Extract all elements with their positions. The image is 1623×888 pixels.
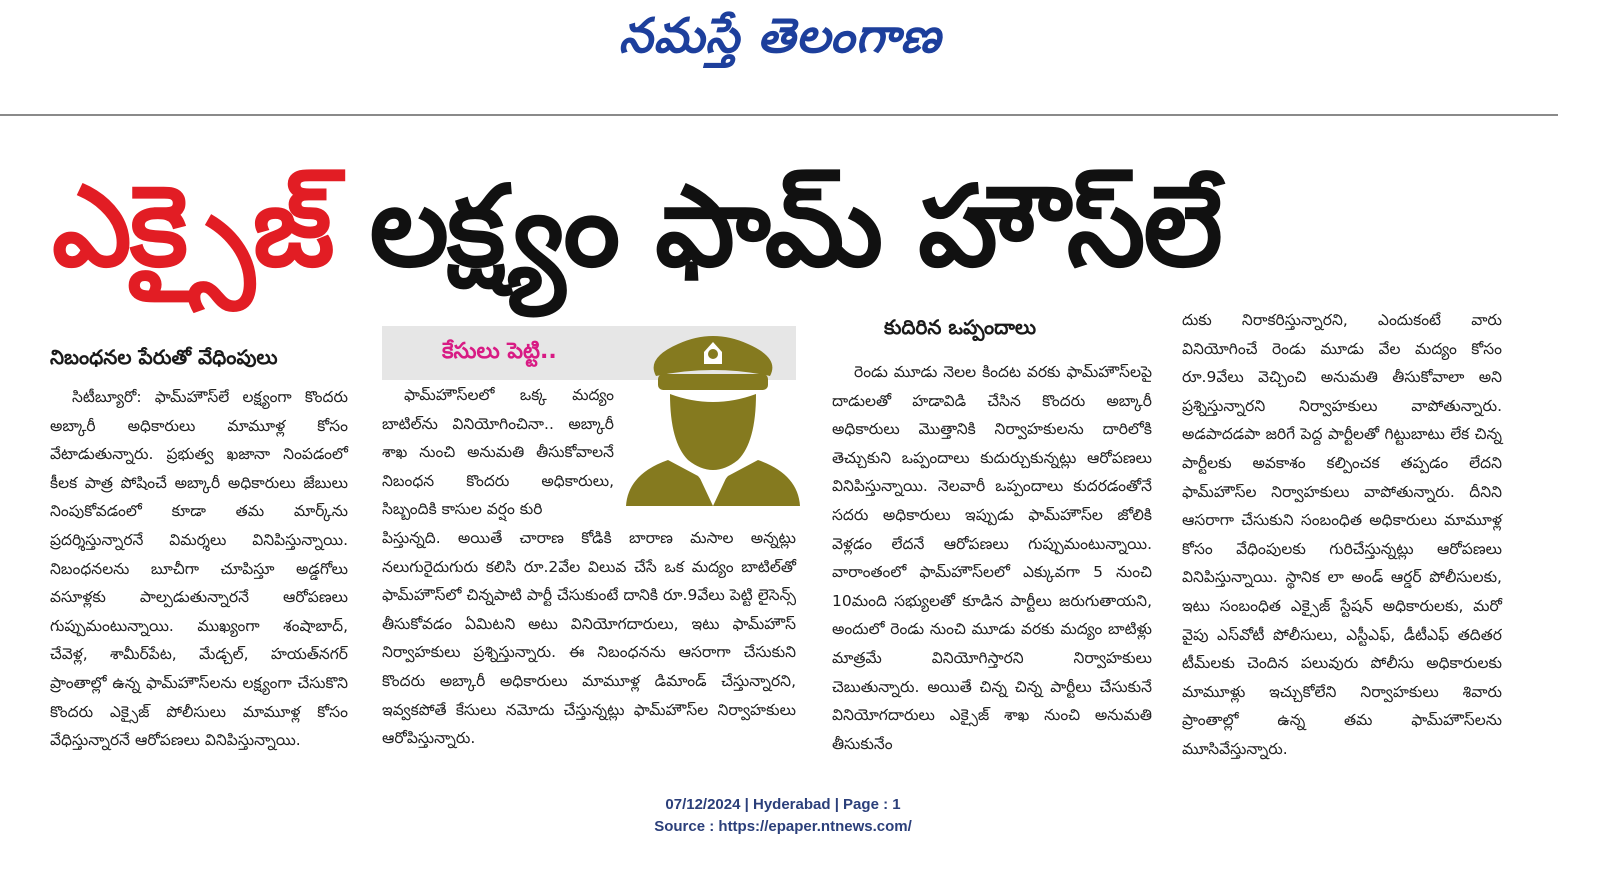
column-2-body-intro: ఫామ్‌హౌస్‌లలో ఒక్క మద్యం బాటిల్‌ను వినియోగించినా.. అబ్కారీ శాఖ నుంచి అనుమతి తీసుకోవాలనే నిబంధన కొందరు అధికారులు, సిబ్బందికి కాసుల వర్షం కురి [382,386,614,519]
headline-red: ఎక్సైజ్ [52,162,333,292]
headline [52,142,1562,312]
footer-dateline: 07/12/2024 | Hyderabad | Page : 1 [665,796,901,813]
article-column-1 [50,335,348,755]
column-2-body: పిస్తున్నది. అయితే చారాణ కోడికి బారాణ మసాల అన్నట్లు నలుగురైదుగురు కలిసి రూ.2వేల విలువ చేసే ఒక మద్యం బాటిల్‌తో ఫామ్‌హౌస్‌లో చిన్నపాటి పార్టీ చేసుకుంటే దానికి రూ.9వేలు పెట్టి లైసెన్స్ తీసుకోవడం ఏమిటని అటు వినియోగదారులు, ఇటు ఫామ్‌హౌస్ నిర్వాహకులు ప్రశ్నిస్తున్నారు. ఈ నిబంధనను ఆసరాగా చేసుకుని కొందరు అబ్కారీ అధికారులు మామూళ్ల డిమాండ్ చేస్తున్నారని, ఇవ్వకపోతే కేసులు నమోదు చేస్తున్నట్లు ఫామ్‌హౌస్‌ల నిర్వాహకులు ఆరోపిస్తున్నారు. [382,528,796,748]
column-1-body: సిటీబ్యూరో: ఫామ్‌హౌస్‌లే లక్ష్యంగా కొందరు అబ్కారీ అధికారులు మామూళ్ల కోసం వేటాడుతున్నారు. ప్రభుత్వ ఖజానా నింపడంలో కీలక పాత్ర పోషించే అబ్కారీ అధికారులు జేబులు నింపుకోవడంలో కూడా తమ మార్క్‌ను ప్రదర్శిస్తున్నారనే విమర్శలు వినిపిస్తున్నాయి. నిబంధనలను బూచీగా చూపిస్తూ అడ్డగోలు వసూళ్లకు పాల్పడుతున్నారనే ఆరోపణలు గుప్పుమంటున్నాయి. ముఖ్యంగా శంషాబాద్, చేవెళ్ల, శామీర్‌పేట, మేడ్చల్, హయత్‌నగర్ ప్రాంతాల్లో ఉన్న ఫామ్‌హౌస్‌లను లక్ష్యంగా చేసుకొని కొందరు ఎక్సైజ్ పోలీసులు మామూళ్ల కోసం వేధిస్తున్నారనే ఆరోపణలు వినిపిస్తున్నాయి. [50,388,348,750]
column-3-body: రెండు మూడు నెలల కిందట వరకు ఫామ్‌హౌస్‌లపై దాడులతో హడావిడి చేసిన కొందరు అబ్కారీ అధికారులు మొత్తానికి నిర్వాహకులను దారిలోకి తెచ్చుకుని ఒప్పందాలు కుదుర్చుకున్నట్లు ఆరోపణలు వినిపిస్తున్నాయి. నెలవారీ ఒప్పందాలు కుదరడంతోనే సదరు అధికారులు ఇప్పుడు ఫామ్‌హౌస్‌ల జోలికి వెళ్లడం లేదనే ఆరోపణలు గుప్పుమంటున్నాయి. వారాంతంలో ఫామ్‌హౌస్‌లలో ఎక్కువగా 5 నుంచి 10మంది సభ్యులతో కూడిన పార్టీలు జరుగుతాయని, అందులో రెండు నుంచి మూడు వరకు మద్యం బాటిళ్లు మాత్రమే వినియోగిస్తారని నిర్వాహకులు చెబుతున్నారు. అయితే చిన్న చిన్న పార్టీలు చేసుకునే వినియోగదారులు ఎక్సైజ్ శాఖ నుంచి అనుమతి తీసుకునేం [832,363,1152,753]
masthead-divider [0,114,1558,116]
footer-source: Source : https://epaper.ntnews.com/ [654,818,912,835]
headline-black: లక్ష్యం ఫామ్ హౌస్‌లే [369,162,1221,292]
column-1-subhead: నిబంధనల పేరుతో వేధింపులు [50,345,278,369]
column-3-subhead: కుదిరిన ఒప్పందాలు [884,315,1036,339]
article-column-4 [1182,306,1502,758]
kicker-label: కేసులు పెట్టి.. [442,339,557,364]
masthead-logo: నమస్తే తెలంగాణ [618,8,942,64]
police-officer-icon [618,314,808,506]
column-4-body: దుకు నిరాకరిస్తున్నారని, ఎందుకంటే వారు వినియోగించే రెండు మూడు వేల మద్యం కోసం రూ.9వేలు వెచ్చించి అనుమతి తీసుకోవాలా అని ప్రశ్నిస్తున్నారని నిర్వాహకులు వాపోతున్నారు. అడపాదడపా జరిగే పెద్ద పార్టీలతో గిట్టుబాటు లేక చిన్న పార్టీలకు అవకాశం కల్పించక తప్పడం లేదని ఫామ్‌హౌస్‌ల నిర్వాహకులు వాపోతున్నారు. దీనిని ఆసరాగా చేసుకుని సంబంధిత అధికారులు మామూళ్ల కోసం వేధింపులకు గురిచేస్తున్నట్లు ఆరోపణలు వినిపిస్తున్నాయి. స్థానిక లా అండ్ ఆర్డర్ పోలీసులకు, ఇటు సంబంధిత ఎక్సైజ్ స్టేషన్ అధికారులకు, మరో వైపు ఎస్‌వోటీ పోలీసులు, ఎస్టీఎఫ్, డీటీఎఫ్ తదితర టీమ్‌లకు చెందిన పలువురు పోలీసు అధికారులకు మామూళ్లు ఇచ్చుకోలేని నిర్వాహకులు శివారు ప్రాంతాల్లో ఉన్న తమ ఫామ్‌హౌస్‌లను మూసివేస్తున్నారు. [1182,311,1502,758]
